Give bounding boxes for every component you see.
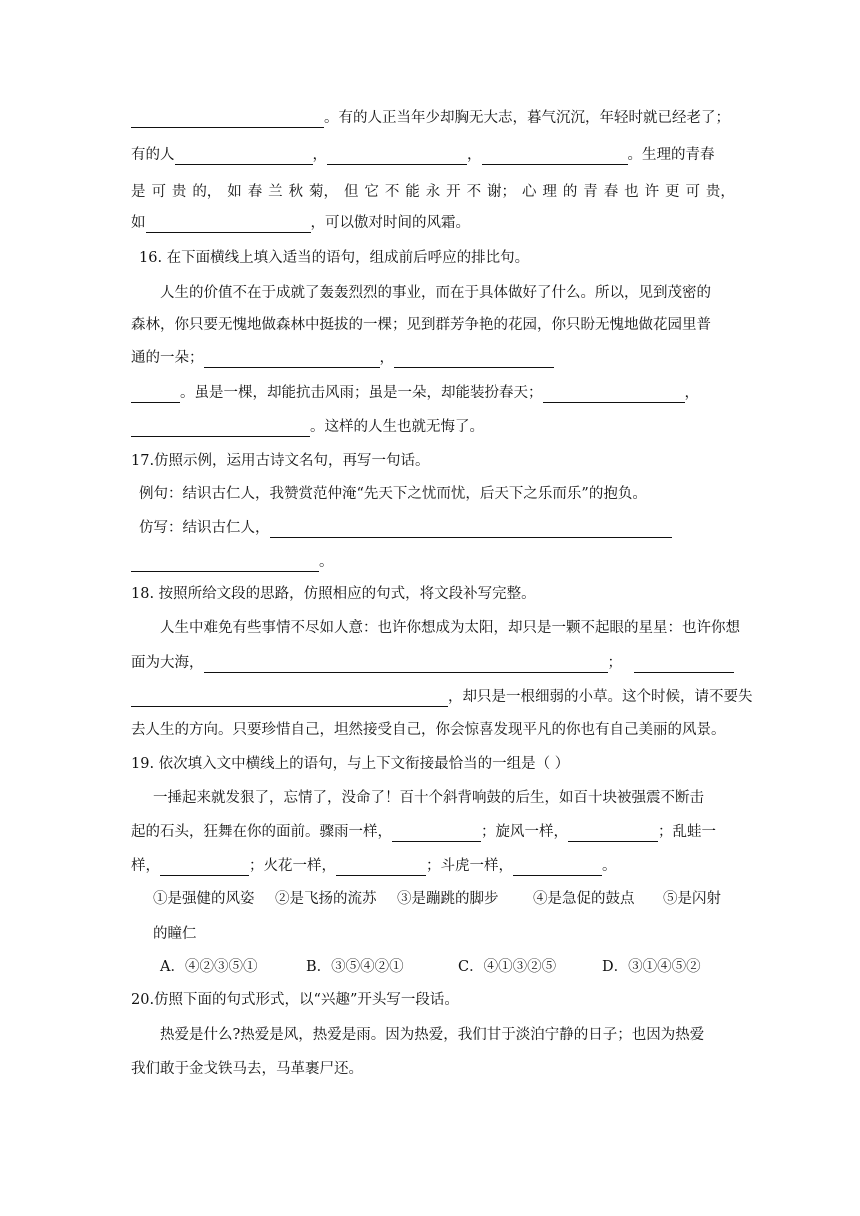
answer-blank[interactable] [175, 148, 313, 165]
q19-choice-d[interactable]: D．③①④⑤② [602, 959, 701, 975]
answer-blank[interactable] [634, 656, 734, 673]
answer-blank[interactable] [131, 386, 180, 403]
q17-title: 17.仿照示例，运用古诗文名句，再写一句话。 [131, 453, 430, 469]
q16-paragraph-line-3: 通的一朵； ， [131, 348, 554, 368]
answer-blank[interactable] [392, 825, 481, 842]
answer-blank[interactable] [146, 216, 311, 233]
answer-blank[interactable] [160, 859, 249, 876]
q16-paragraph-line-4: 。虽是一棵，却能抗击风雨；虽是一朵，却能装扮春天； ， [131, 383, 699, 403]
q17-write-line-2: 。 [131, 552, 334, 572]
answer-blank[interactable] [394, 351, 554, 368]
answer-blank[interactable] [131, 420, 310, 437]
q15-line-3: 是 可 贵 的， 如 春 兰 秋 菊， 但 它 不 能 永 开 不 谢； 心 理 的 青 春 也 许 更 可 贵， [131, 184, 735, 200]
answer-blank[interactable] [568, 825, 658, 842]
q19-options-line-2: 的瞳仁 [153, 926, 197, 942]
q19-paragraph-line-1: 一捶起来就发狠了，忘情了，没命了！百十个斜背响鼓的后生，如百十块被强震不断击 [153, 790, 704, 806]
q17-write-line: 仿写：结识古仁人， [139, 518, 672, 538]
q19-title: 19. 依次填入文中横线上的语句，与上下文衔接最恰当的一组是（ ） [131, 756, 570, 772]
q19-option-5: ⑤是闪射 [663, 891, 721, 907]
answer-blank[interactable] [204, 351, 380, 368]
q20-paragraph-line-1: 热爱是什么?热爱是风，热爱是雨。因为热爱，我们甘于淡泊宁静的日子；也因为热爱 [160, 1027, 705, 1043]
answer-blank[interactable] [131, 555, 319, 572]
answer-blank[interactable] [543, 386, 685, 403]
answer-blank[interactable] [131, 690, 448, 707]
answer-blank[interactable] [204, 656, 608, 673]
q19-choice-c[interactable]: C．④①③②⑤ [458, 959, 557, 975]
q18-paragraph-line-1: 人生中难免有些事情不尽如人意：也许你想成为太阳，却只是一颗不起眼的星星：也许你想 [160, 620, 740, 636]
q19-option-1: ①是强健的风姿 [153, 891, 255, 907]
answer-blank[interactable] [336, 859, 426, 876]
answer-blank[interactable] [327, 148, 467, 165]
q19-choices [160, 957, 701, 977]
q18-paragraph-line-3: ，却只是一根细弱的小草。这个时候，请不要失 [131, 687, 753, 707]
q16-paragraph-line-5: 。这样的人生也就无悔了。 [131, 417, 484, 437]
q15-line-1: 。有的人正当年少却胸无大志，暮气沉沉，年轻时就已经老了； [131, 108, 730, 128]
q19-option-4: ④是急促的鼓点 [533, 891, 635, 907]
q19-choice-b[interactable]: B．③⑤④②① [306, 959, 404, 975]
q19-option-3: ③是蹦跳的脚步 [397, 891, 499, 907]
q18-paragraph-line-2: 面为大海， ； [131, 653, 734, 673]
q19-choice-a[interactable]: A．④②③⑤① [160, 959, 258, 975]
q20-paragraph-line-2: 我们敢于金戈铁马去，马革裹尸还。 [131, 1061, 363, 1077]
q19-paragraph-line-3: 样， ；火花一样， ；斗虎一样， 。 [131, 858, 617, 874]
q19-option-2: ②是飞扬的流苏 [275, 891, 377, 907]
q18-paragraph-line-4: 去人生的方向。只要珍惜自己，坦然接受自己，你会惊喜发现平凡的你也有自己美丽的风景。 [131, 722, 726, 738]
q16-paragraph-line-2: 森林，你只要无愧地做森林中挺拔的一棵；见到群芳争艳的花园，你只盼无愧地做花园里普 [131, 317, 711, 333]
q19-options-line-1 [153, 889, 721, 909]
answer-blank[interactable] [270, 521, 672, 538]
q20-title: 20.仿照下面的句式形式，以“兴趣”开头写一段话。 [131, 992, 459, 1008]
q15-line-4: 如 ，可以傲对时间的风霜。 [131, 215, 470, 231]
q18-title: 18. 按照所给文段的思路，仿照相应的句式，将文段补写完整。 [131, 586, 536, 602]
q16-title: 16. 在下面横线上填入适当的语句，组成前后呼应的排比句。 [139, 250, 530, 266]
answer-blank[interactable] [131, 111, 324, 128]
q19-paragraph-line-2: 起的石头，狂舞在你的面前。骤雨一样， ；旋风一样， ；乱蛙一 [131, 824, 716, 840]
q17-example: 例句：结识古仁人，我赞赏范仲淹“先天下之忧而忧，后天下之乐而乐”的抱负。 [139, 486, 647, 502]
answer-blank[interactable] [482, 148, 628, 165]
q16-paragraph-line-1: 人生的价值不在于成就了轰轰烈烈的事业，而在于具体做好了什么。所以，见到茂密的 [160, 285, 711, 301]
answer-blank[interactable] [513, 859, 602, 876]
q15-line-2: 有的人 ， ， 。生理的青春 [131, 147, 715, 163]
